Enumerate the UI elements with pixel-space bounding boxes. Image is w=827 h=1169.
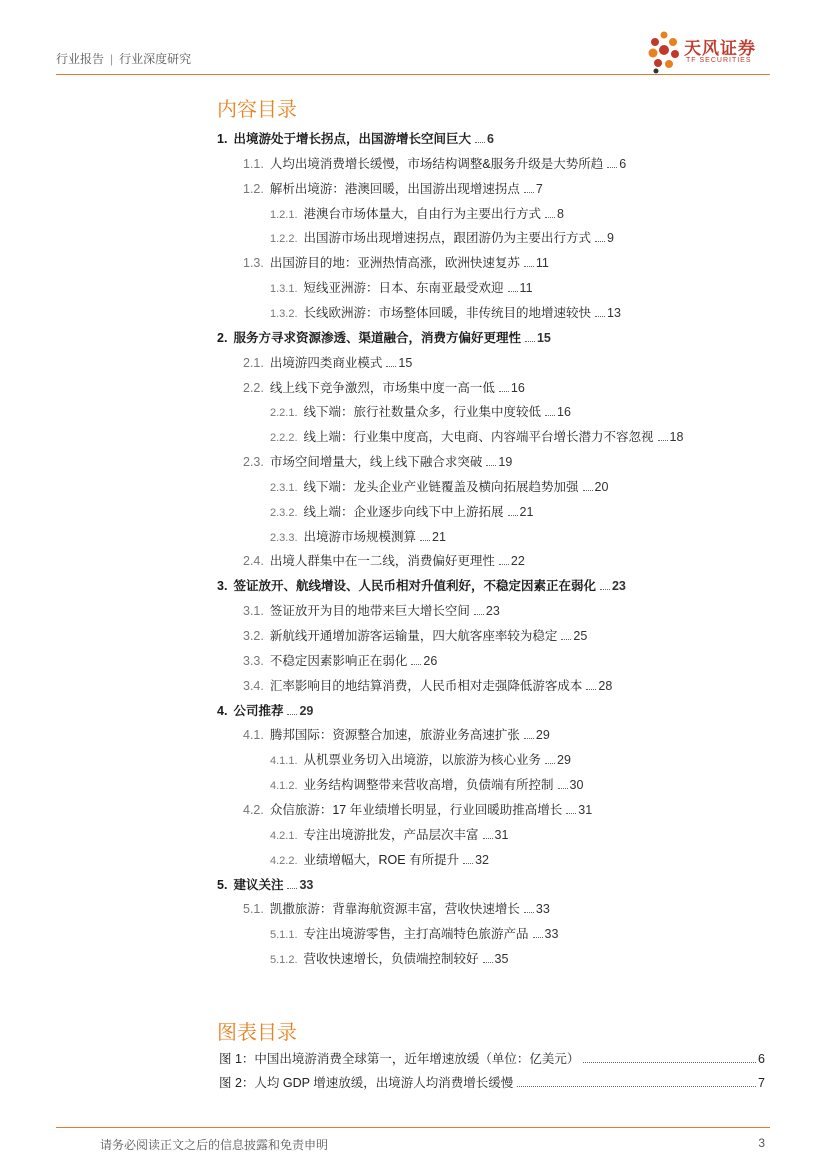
toc-page-number: 21 — [432, 530, 446, 544]
toc-entry-text: 出国游市场出现增速拐点，跟团游仍为主要出行方式 — [303, 231, 592, 245]
toc-entry-text: 出境人群集中在一二线，消费偏好更理性 — [269, 554, 495, 568]
footer-disclaimer: 请务必阅读正文之后的信息披露和免责申明 — [100, 1138, 329, 1152]
toc-page-number: 15 — [398, 356, 413, 370]
toc-entry-number: 2.3. — [243, 455, 264, 469]
toc-entry-number: 3.2. — [243, 629, 264, 643]
toc-entry-number: 3.3. — [243, 654, 264, 668]
toc-entry-number: 5. — [217, 878, 228, 892]
toc-entry-number: 2.3.3. — [270, 532, 298, 544]
logo-name-cn: 天风证券 — [684, 39, 756, 58]
toc-entry-number: 3.1. — [243, 604, 264, 618]
toc-leader — [525, 341, 535, 342]
toc-entry-text: 线上线下竞争激烈，市场集中度一高一低 — [269, 381, 495, 395]
toc-entry-text: 线上端：行业集中度高，大电商、内容端平台增长潜力不容忽视 — [303, 430, 654, 444]
toc-entry-number: 2.4. — [243, 554, 264, 568]
toc-entry-number: 4. — [217, 704, 228, 718]
toc-entry-text: 线下端：旅行社数量众多，行业集中度较低 — [303, 405, 542, 419]
toc-leader — [420, 540, 430, 541]
toc-page-number: 29 — [557, 753, 571, 767]
toc-entry-number: 1.3.1. — [270, 283, 298, 295]
figure-entry-text: 图 1：中国出境游消费全球第一，近年增速放缓（单位：亿美元） — [219, 1052, 580, 1066]
toc-entry-number: 4.1. — [243, 728, 264, 742]
toc-entry-text: 出国游目的地：亚洲热情高涨，欧洲快速复苏 — [269, 256, 520, 270]
toc-leader — [561, 639, 571, 640]
toc-entry-text: 专注出境游批发，产品层次丰富 — [303, 828, 479, 842]
toc-entry-text: 新航线开通增加游客运输量，四大航客座率较为稳定 — [269, 629, 558, 643]
toc-entry-text: 营收快速增长，负债端控制较好 — [303, 952, 479, 966]
toc-leader — [545, 217, 555, 218]
toc-leader — [524, 192, 534, 193]
header-rule — [56, 74, 770, 75]
toc-entry-text: 签证放开为目的地带来巨大增长空间 — [269, 604, 470, 618]
toc-page-number: 6 — [619, 157, 627, 171]
toc-page-number: 18 — [669, 430, 684, 444]
toc-page-number: 31 — [494, 828, 509, 842]
toc-entry-text: 众信旅游：17 年业绩增长明显，行业回暖助推高增长 — [269, 803, 563, 817]
toc-page-number: 19 — [498, 455, 513, 469]
toc-entry-text: 人均出境消费增长缓慢，市场结构调整&服务升级是大势所趋 — [269, 157, 604, 171]
page-number: 3 — [758, 1136, 765, 1150]
toc-entry-number: 2.2.2. — [270, 432, 298, 444]
toc-entry-text: 业务结构调整带来营收高增，负债端有所控制 — [303, 778, 554, 792]
toc-leader — [583, 490, 593, 491]
figure-entry[interactable] — [219, 1049, 765, 1067]
toc-page-number: 26 — [423, 654, 438, 668]
toc-leader — [287, 888, 297, 889]
toc-leader — [386, 366, 396, 367]
toc-leader — [566, 813, 576, 814]
report-subtype: 行业深度研究 — [119, 52, 192, 66]
toc-entry-text: 建议关注 — [233, 878, 284, 892]
figure-entry-text: 图 2：人均 GDP 增速放缓，出境游人均消费增长缓慢 — [219, 1076, 514, 1090]
toc-entry-number: 5.1.1. — [270, 929, 298, 941]
toc-title: 内容目录 — [217, 99, 297, 121]
logo-flower-icon — [648, 30, 682, 74]
toc-entry-text: 市场空间增量大，线上线下融合求突破 — [269, 455, 483, 469]
report-type: 行业报告 — [56, 52, 105, 66]
toc-entry-text: 凯撒旅游：背靠海航资源丰富，营收快速增长 — [269, 902, 520, 916]
toc-entry-text: 汇率影响目的地结算消费，人民币相对走强降低游客成本 — [269, 679, 583, 693]
company-logo — [648, 30, 778, 74]
toc-page-number: 21 — [519, 505, 534, 519]
toc-page-number: 32 — [475, 853, 489, 867]
toc-entry-text: 解析出境游：港澳回暖，出国游出现增速拐点 — [269, 182, 520, 196]
toc-entry-number: 5.1.2. — [270, 954, 298, 966]
toc-leader — [483, 838, 493, 839]
toc-leader — [486, 465, 496, 466]
toc-entry-text: 港澳台市场体量大，自由行为主要出行方式 — [303, 207, 542, 221]
toc-entry-number: 1.2.1. — [270, 209, 298, 221]
toc-entry-text: 签证放开、航线增设、人民币相对升值利好，不稳定因素正在弱化 — [233, 579, 596, 593]
toc-page-number: 20 — [594, 480, 609, 494]
toc-entry-text: 不稳定因素影响正在弱化 — [269, 654, 408, 668]
toc-entry-text: 线上端：企业逐步向线下中上游拓展 — [303, 505, 504, 519]
toc-entry-number: 1.3. — [243, 256, 264, 270]
toc-entry-number: 2. — [217, 331, 228, 345]
toc-entry-text: 专注出境游零售，主打高端特色旅游产品 — [303, 927, 529, 941]
toc-entry-number: 3.4. — [243, 679, 264, 693]
toc-page-number: 35 — [494, 952, 509, 966]
toc-page-number: 8 — [557, 207, 564, 221]
figures-title: 图表目录 — [217, 1022, 297, 1044]
toc-page-number: 28 — [598, 679, 613, 693]
toc-page-number: 33 — [544, 927, 559, 941]
toc-page-number: 33 — [535, 902, 550, 916]
toc-leader — [607, 167, 617, 168]
figure-entry[interactable] — [219, 1073, 765, 1091]
footer-rule — [56, 1127, 770, 1128]
toc-page-number: 9 — [607, 231, 614, 245]
toc-entry-number: 2.1. — [243, 356, 264, 370]
toc-entry-text: 公司推荐 — [233, 704, 284, 718]
toc-page-number: 13 — [607, 306, 621, 320]
toc-page-number: 11 — [519, 281, 533, 295]
toc-page-number: 7 — [535, 182, 543, 196]
toc-leader — [483, 962, 493, 963]
toc-entry-text: 长线欧洲游：市场整体回暖，非传统目的地增速较快 — [303, 306, 592, 320]
toc-page-number: 22 — [510, 554, 525, 568]
toc-leader — [508, 291, 518, 292]
toc-page-number: 16 — [557, 405, 571, 419]
toc-leader — [411, 664, 421, 665]
toc-entry-number: 2.3.2. — [270, 507, 298, 519]
toc-entry-text: 出境游处于增长拐点，出国游增长空间巨大 — [233, 132, 471, 146]
toc-entry-number: 4.1.2. — [270, 780, 298, 792]
toc-entry-number: 1.2.2. — [270, 233, 298, 245]
toc-leader — [595, 316, 605, 317]
toc-page-number: 25 — [573, 629, 588, 643]
toc-entry-number: 4.2.1. — [270, 830, 298, 842]
toc-entry-number: 2.3.1. — [270, 482, 298, 494]
toc-page-number: 29 — [299, 704, 314, 718]
toc-leader — [658, 440, 668, 441]
toc-page-number: 31 — [578, 803, 593, 817]
toc-leader — [545, 415, 555, 416]
toc-page-number: 30 — [569, 778, 584, 792]
toc-leader — [463, 863, 473, 864]
toc-entry-number: 1.1. — [243, 157, 264, 171]
toc-leader — [600, 589, 610, 590]
toc-page-number: 6 — [486, 132, 494, 146]
toc-page-number: 15 — [536, 331, 551, 345]
figure-leader — [583, 1062, 756, 1063]
toc-entry-text: 业绩增幅大，ROE 有所提升 — [303, 853, 460, 867]
toc-leader — [474, 614, 484, 615]
toc-entry-text: 从机票业务切入出境游，以旅游为核心业务 — [303, 753, 542, 767]
toc-leader — [524, 912, 534, 913]
toc-page-number: 16 — [510, 381, 525, 395]
toc-entry-text: 服务方寻求资源渗透、渠道融合，消费方偏好更理性 — [233, 331, 521, 345]
toc-entry-number: 3. — [217, 579, 228, 593]
toc-entry-number: 2.2. — [243, 381, 264, 395]
toc-entry-text: 腾邦国际：资源整合加速，旅游业务高速扩张 — [269, 728, 520, 742]
toc-leader — [558, 788, 568, 789]
toc-page-number: 23 — [485, 604, 500, 618]
toc-leader — [499, 564, 509, 565]
figure-page-number: 6 — [758, 1052, 765, 1066]
toc-leader — [524, 738, 534, 739]
toc-entry-number: 4.1.1. — [270, 755, 298, 767]
toc-entry-number: 1.3.2. — [270, 308, 298, 320]
toc-leader — [595, 241, 605, 242]
toc-entry-number: 1. — [217, 132, 228, 146]
toc-leader — [287, 714, 297, 715]
toc-entry-number: 4.2.2. — [270, 855, 298, 867]
toc-leader — [533, 937, 543, 938]
figure-leader — [517, 1086, 756, 1087]
toc-leader — [586, 689, 596, 690]
toc-entry-number: 4.2. — [243, 803, 264, 817]
toc-leader — [545, 763, 555, 764]
toc-page-number: 29 — [535, 728, 550, 742]
toc-leader — [524, 266, 534, 267]
toc-entry-number: 5.1. — [243, 902, 264, 916]
toc-page-number: 11 — [535, 256, 549, 270]
toc-leader — [508, 515, 518, 516]
toc-entry-number: 1.2. — [243, 182, 264, 196]
toc-leader — [475, 142, 485, 143]
toc-entry-text: 出境游市场规模测算 — [303, 530, 417, 544]
toc-page-number: 23 — [611, 579, 626, 593]
toc-entry-text: 短线亚洲游：日本、东南亚最受欢迎 — [303, 281, 504, 295]
figure-page-number: 7 — [758, 1076, 765, 1090]
toc-leader — [499, 391, 509, 392]
toc-entry-number: 2.2.1. — [270, 407, 298, 419]
header-separator: | — [110, 52, 114, 66]
page-header — [56, 50, 191, 67]
toc-entry-text: 出境游四类商业模式 — [269, 356, 383, 370]
toc-page-number: 33 — [299, 878, 314, 892]
toc-entry-text: 线下端：龙头企业产业链覆盖及横向拓展趋势加强 — [303, 480, 579, 494]
logo-name-en: TF SECURITIES — [686, 57, 752, 64]
